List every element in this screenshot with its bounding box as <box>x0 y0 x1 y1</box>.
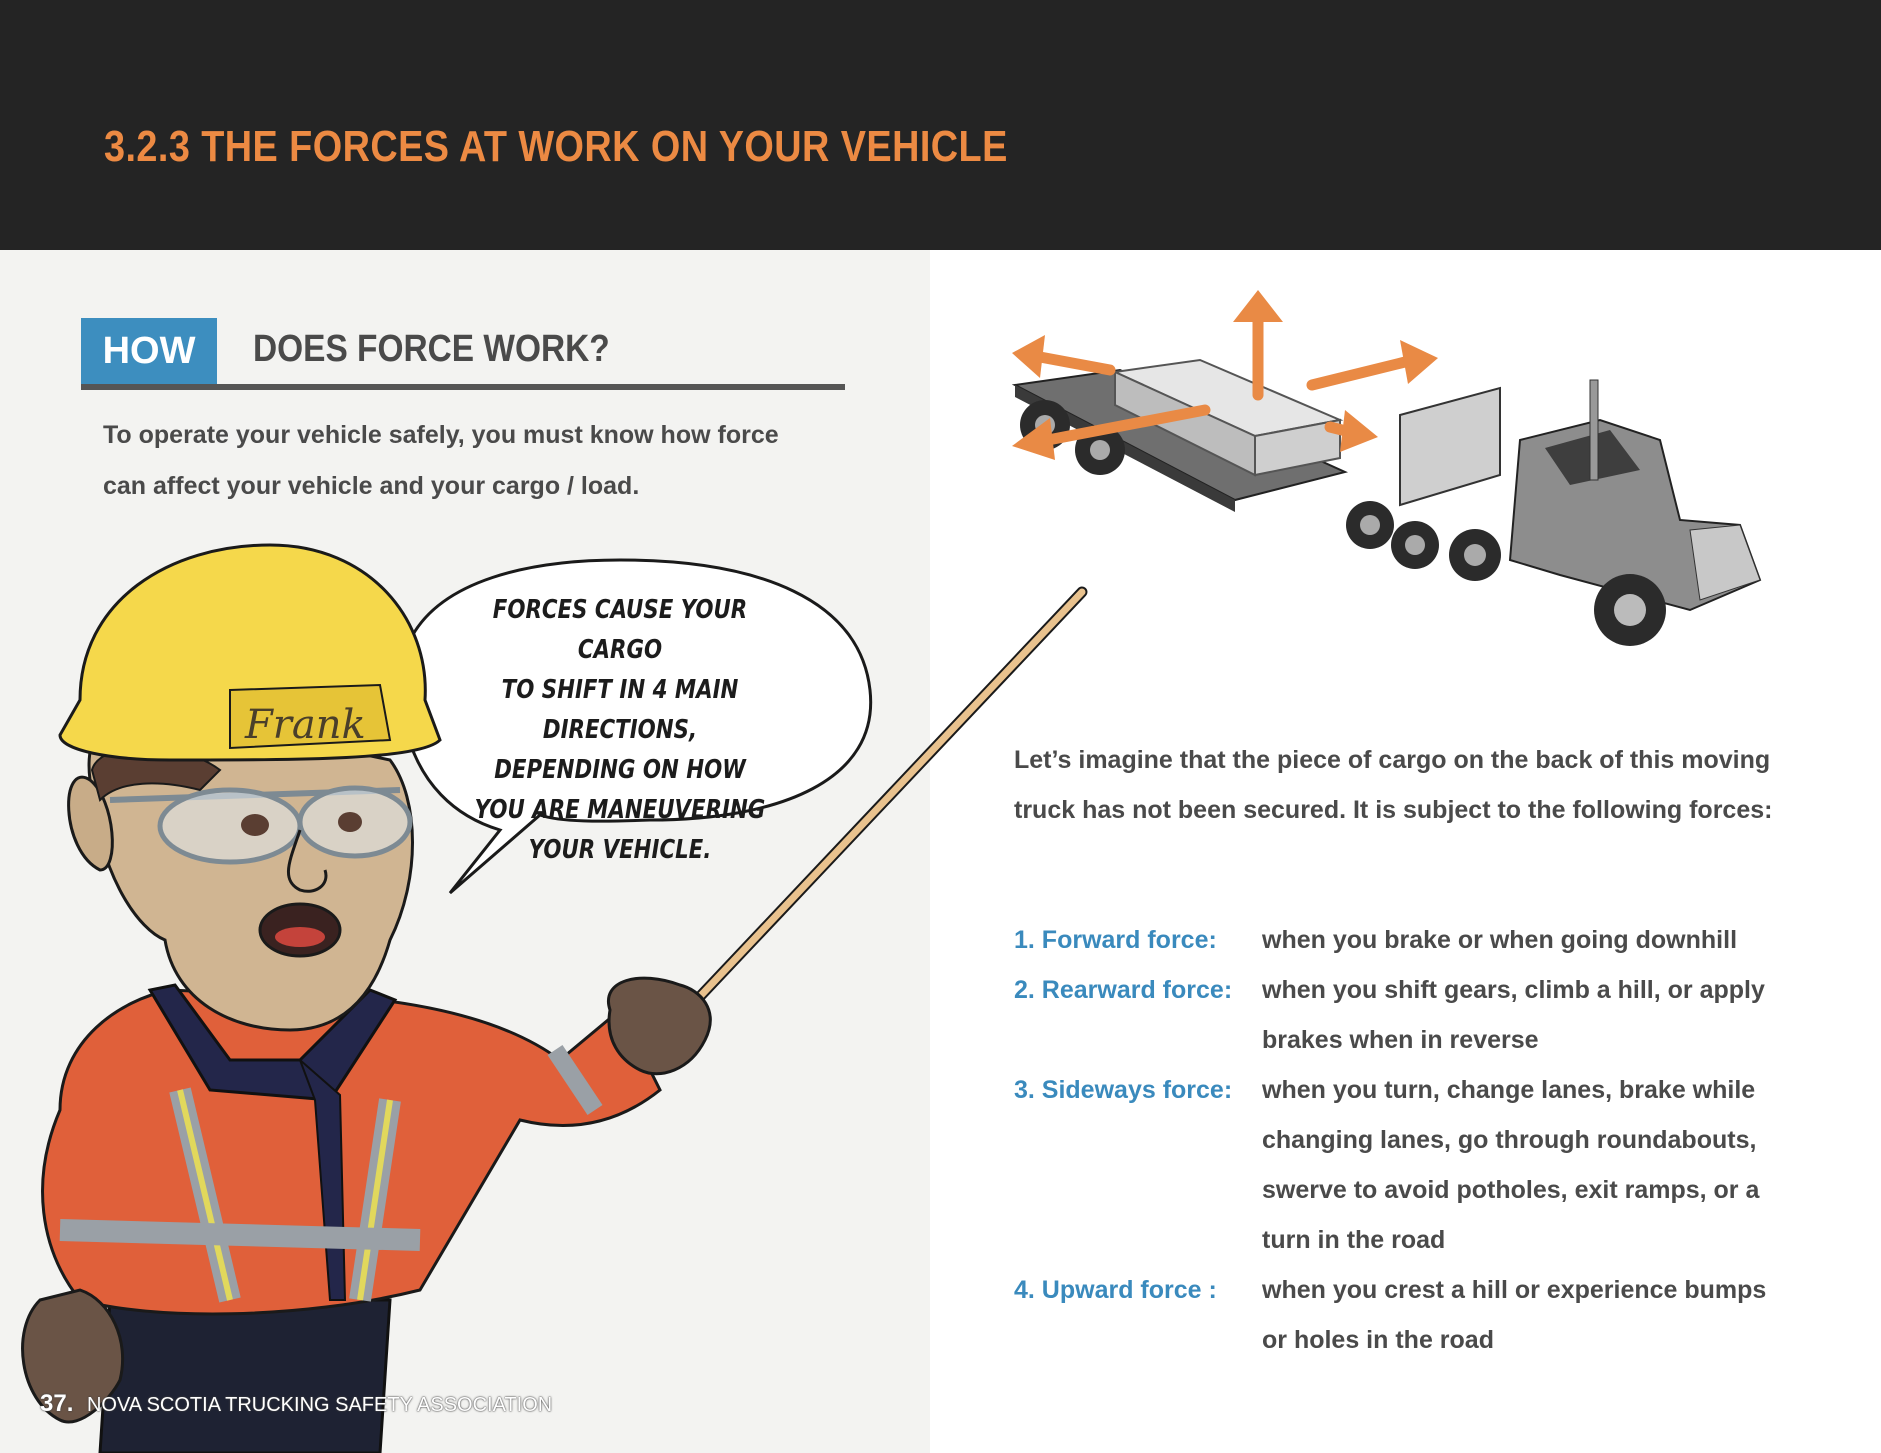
speech-bubble-text <box>460 590 780 870</box>
page-title: 3.2.3 THE FORCES AT WORK ON YOUR VEHICLE <box>104 122 1008 171</box>
force-description: when you shift gears, climb a hill, or apply brakes when in reverse <box>1262 976 1765 1054</box>
intro-paragraph: To operate your vehicle safely, you must know how force can affect your vehicle and your cargo / load. <box>103 421 779 500</box>
section-tag: HOW <box>81 318 217 384</box>
force-description: when you turn, change lanes, brake while changing lanes, go through roundabouts, swerve to avoid potholes, exit ramps, or a turn in the road <box>1262 1076 1760 1254</box>
section-title: DOES FORCE WORK? <box>253 328 610 370</box>
force-label: 3. Sideways force: <box>1014 1076 1233 1104</box>
truck-illustration <box>1012 290 1760 646</box>
speech-line: YOUR VEHICLE. <box>528 835 712 865</box>
force-label: 4. Upward force : <box>1014 1276 1217 1304</box>
force-label: 2. Rearward force: <box>1014 976 1233 1004</box>
footer-org: NOVA SCOTIA TRUCKING SAFETY ASSOCIATION <box>86 1394 553 1416</box>
list-item <box>1014 1065 1834 1265</box>
list-item <box>1014 965 1834 1065</box>
list-item <box>1014 1265 1834 1365</box>
page-footer <box>40 1390 552 1418</box>
speech-line: DEPENDING ON HOW <box>494 755 746 785</box>
page-number: 37. <box>40 1390 74 1417</box>
speech-line: FORCES CAUSE YOUR CARGO <box>492 595 748 665</box>
force-label: 1. Forward force: <box>1014 926 1217 954</box>
speech-line: TO SHIFT IN 4 MAIN DIRECTIONS, <box>501 675 739 745</box>
force-description: when you crest a hill or experience bumps or holes in the road <box>1262 1276 1767 1354</box>
force-description: when you brake or when going downhill <box>1262 926 1738 954</box>
forces-list <box>1014 915 1834 1365</box>
list-item <box>1014 915 1834 965</box>
helmet-name: Frank <box>245 702 366 748</box>
body-paragraph: Let’s imagine that the piece of cargo on the back of this moving truck has not been secured. It is subject to the following forces: <box>1014 746 1773 824</box>
speech-line: YOU ARE MANEUVERING <box>474 795 766 825</box>
